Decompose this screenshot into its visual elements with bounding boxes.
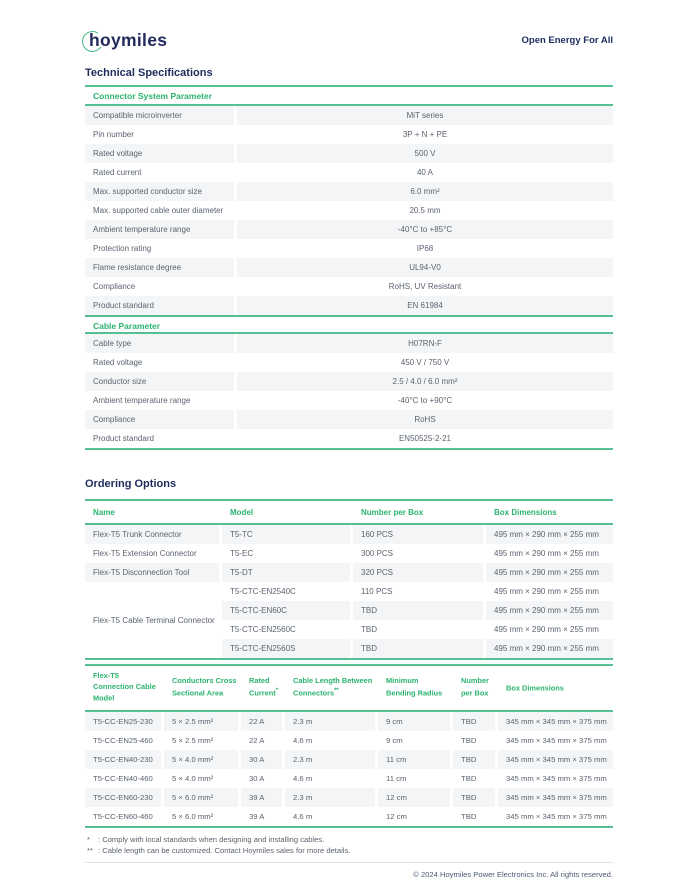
spec-value: 20.5 mm (409, 206, 441, 215)
product-name-merged: Flex-T5 Cable Terminal Connector (85, 582, 219, 658)
product-model: T5-CTC-EN2560S (222, 639, 350, 658)
box-dimensions: 345 mm × 345 mm × 375 mm (498, 750, 613, 769)
table-row (85, 239, 613, 258)
cross-sectional-area: 5 × 2.5 mm² (164, 712, 238, 731)
column-header-cross-sectional-area: Conductors Cross Sectional Area (172, 676, 237, 698)
footer-divider (85, 862, 613, 863)
spec-label: Product standard (85, 296, 234, 315)
box-dimensions: 345 mm × 345 mm × 375 mm (506, 735, 607, 745)
rated-current: 30 A (241, 750, 282, 769)
number-per-box: TBD (453, 750, 495, 769)
table-row (85, 525, 613, 544)
spec-label: Rated voltage (85, 144, 234, 163)
number-per-box: TBD (361, 625, 377, 634)
table-row (222, 620, 613, 639)
column-header-bending-radius: Minimum Bending Radius (386, 676, 443, 698)
hoymiles-logo (85, 30, 167, 51)
table-row (222, 639, 613, 658)
table-row (85, 277, 613, 296)
number-per-box: 320 PCS (353, 563, 483, 582)
product-model: T5-CTC-EN60C (222, 601, 350, 620)
spec-label: Conductor size (85, 372, 234, 391)
number-per-box: TBD (461, 773, 477, 783)
product-model: T5-DT (222, 563, 350, 582)
technical-specifications-table (85, 85, 613, 450)
table-row (85, 258, 613, 277)
footnote (85, 845, 613, 856)
spec-value: H07RN-F (237, 334, 613, 353)
box-dimensions: 495 mm × 290 mm × 255 mm (486, 563, 613, 582)
column-header-number-per-box: Number per Box (361, 508, 424, 517)
product-model: T5-CTC-EN2560C (230, 625, 296, 634)
cable-model: T5-CC-EN25-230 (85, 712, 161, 731)
column-header-box-dimensions: Box Dimensions (494, 508, 557, 517)
table-row (85, 563, 613, 582)
table-row (85, 296, 613, 315)
footnote (85, 834, 613, 845)
box-dimensions: 495 mm × 290 mm × 255 mm (486, 525, 613, 544)
cable-model: T5-CC-EN40-460 (93, 773, 153, 783)
box-dimensions: 495 mm × 290 mm × 255 mm (486, 639, 613, 658)
table-header-row (85, 501, 613, 525)
cable-model: T5-CC-EN40-230 (85, 750, 161, 769)
section-header-cable-parameter: Cable Parameter (85, 315, 613, 334)
table-row (85, 106, 613, 125)
table-row (85, 391, 613, 410)
bending-radius: 9 cm (378, 712, 450, 731)
product-model: T5-EC (230, 549, 254, 558)
spec-label: Compliance (85, 410, 234, 429)
number-per-box: 300 PCS (361, 549, 394, 558)
technical-specifications-title: Technical Specifications (85, 67, 213, 79)
spec-value: RoHS (237, 410, 613, 429)
spec-label: Rated current (93, 168, 142, 177)
number-per-box: TBD (453, 712, 495, 731)
logo-text: hoymiles (89, 29, 168, 50)
number-per-box: TBD (353, 639, 483, 658)
number-per-box: 110 PCS (361, 587, 393, 596)
spec-value: 6.0 mm² (237, 182, 613, 201)
spec-label: Protection rating (93, 244, 152, 253)
spec-label: Cable type (85, 334, 234, 353)
bending-radius: 9 cm (386, 735, 403, 745)
spec-label: Ambient temperature range (93, 396, 191, 405)
table-header-row (85, 666, 613, 712)
bending-radius: 11 cm (378, 750, 450, 769)
footnote-marker: * (87, 834, 90, 844)
cross-sectional-area: 5 × 4.0 mm² (172, 773, 214, 783)
spec-value: 500 V (237, 144, 613, 163)
cross-sectional-area: 5 × 6.0 mm² (172, 811, 214, 821)
section-header-connector-system: Connector System Parameter (85, 87, 613, 106)
box-dimensions: 345 mm × 345 mm × 375 mm (498, 712, 613, 731)
spec-value: 3P + N + PE (402, 130, 448, 139)
spec-value: EN 61984 (237, 296, 613, 315)
table-row (85, 769, 613, 788)
product-name: Flex-T5 Extension Connector (93, 549, 197, 558)
cable-model: T5-CC-EN60-460 (93, 811, 153, 821)
cable-length: 4.6 m (293, 773, 313, 783)
spec-label: Max. supported cable outer diameter (93, 206, 224, 215)
box-dimensions: 345 mm × 345 mm × 375 mm (498, 788, 613, 807)
number-per-box: TBD (453, 788, 495, 807)
column-header-cable-model: Flex-T5 Connection Cable Model (93, 671, 156, 703)
product-model: T5-CTC-EN2540C (230, 587, 296, 596)
column-header-model: Model (230, 508, 254, 517)
column-header-rated-current: Rated Current* (249, 676, 279, 698)
rated-current: 39 A (249, 811, 265, 821)
table-row (85, 144, 613, 163)
table-row (85, 712, 613, 731)
page-header (85, 26, 613, 54)
table-row-group (85, 582, 613, 658)
table-row (85, 372, 613, 391)
spec-label: Compatible microinverter (85, 106, 234, 125)
product-name: Flex-T5 Disconnection Tool (85, 563, 219, 582)
spec-label: Max. supported conductor size (85, 182, 234, 201)
table-row (85, 731, 613, 750)
spec-value: RoHS, UV Resistant (388, 282, 462, 291)
box-dimensions: 495 mm × 290 mm × 255 mm (494, 587, 599, 596)
spec-value: EN50525-2-21 (398, 434, 452, 443)
cable-length: 4.6 m (293, 811, 313, 821)
spec-label: Ambient temperature range (85, 220, 234, 239)
cross-sectional-area: 5 × 4.0 mm² (164, 750, 238, 769)
bending-radius: 12 cm (386, 811, 407, 821)
table-row (85, 334, 613, 353)
table-row (85, 220, 613, 239)
spec-value: UL94-V0 (237, 258, 613, 277)
ordering-cables-table (85, 664, 613, 828)
rated-current: 22 A (241, 712, 282, 731)
box-dimensions: 345 mm × 345 mm × 375 mm (506, 811, 607, 821)
ordering-options-title: Ordering Options (85, 478, 177, 490)
column-header-box-dimensions: Box Dimensions (506, 683, 564, 693)
table-row (85, 201, 613, 220)
spec-value: -40°C to +90°C (397, 396, 453, 405)
number-per-box: TBD (461, 811, 477, 821)
number-per-box: 160 PCS (353, 525, 483, 544)
spec-label: Rated voltage (93, 358, 143, 367)
table-row (85, 410, 613, 429)
bending-radius: 12 cm (378, 788, 450, 807)
spec-value: IP68 (416, 244, 434, 253)
spec-value: 40 A (416, 168, 433, 177)
table-row (85, 788, 613, 807)
table-row (222, 582, 613, 601)
cable-model: T5-CC-EN25-460 (93, 735, 153, 745)
cross-sectional-area: 5 × 6.0 mm² (164, 788, 238, 807)
rated-current: 22 A (249, 735, 265, 745)
footnotes (85, 834, 613, 856)
spec-value: 450 V / 750 V (400, 358, 450, 367)
spec-label: Product standard (93, 434, 154, 443)
cable-length: 2.3 m (285, 712, 375, 731)
column-header-name: Name (93, 508, 115, 517)
spec-value: 2.5 / 4.0 / 6.0 mm² (237, 372, 613, 391)
cable-length: 4.6 m (293, 735, 313, 745)
number-per-box: TBD (353, 601, 483, 620)
table-row (222, 601, 613, 620)
ordering-connectors-table (85, 499, 613, 660)
table-row (85, 807, 613, 826)
box-dimensions: 495 mm × 290 mm × 255 mm (494, 625, 599, 634)
product-model: T5-TC (222, 525, 350, 544)
table-row (85, 429, 613, 448)
number-per-box: TBD (461, 735, 477, 745)
cross-sectional-area: 5 × 2.5 mm² (172, 735, 214, 745)
box-dimensions: 345 mm × 345 mm × 375 mm (506, 773, 607, 783)
product-name: Flex-T5 Trunk Connector (85, 525, 219, 544)
column-header-number-per-box: Number per Box (461, 676, 489, 698)
column-header-cable-length: Cable Length Between Connectors** (293, 676, 373, 698)
footnote-marker: ** (87, 845, 93, 855)
box-dimensions: 495 mm × 290 mm × 255 mm (486, 601, 613, 620)
table-row (85, 125, 613, 144)
footnote-text: : Cable length can be customized. Contact Hoymiles sales for more details. (98, 845, 351, 855)
spec-value: -40°C to +85°C (237, 220, 613, 239)
box-dimensions: 495 mm × 290 mm × 255 mm (494, 549, 599, 558)
table-row (85, 750, 613, 769)
bending-radius: 11 cm (386, 773, 407, 783)
footnote-text: : Comply with local standards when designing and installing cables. (98, 834, 325, 844)
cable-model: T5-CC-EN60-230 (85, 788, 161, 807)
table-row (85, 163, 613, 182)
table-row (85, 544, 613, 563)
brand-tagline: Open Energy For All (521, 34, 613, 46)
rated-current: 30 A (249, 773, 265, 783)
rated-current: 39 A (241, 788, 282, 807)
spec-value: MiT series (237, 106, 613, 125)
copyright-text: © 2024 Hoymiles Power Electronics Inc. All rights reserved. (413, 869, 613, 879)
spec-label: Flame resistance degree (85, 258, 234, 277)
cable-length: 2.3 m (285, 750, 375, 769)
spec-label: Pin number (93, 130, 134, 139)
table-row (85, 182, 613, 201)
spec-sheet-page (85, 0, 613, 879)
spec-label: Compliance (93, 282, 136, 291)
cable-length: 2.3 m (285, 788, 375, 807)
table-row (85, 353, 613, 372)
